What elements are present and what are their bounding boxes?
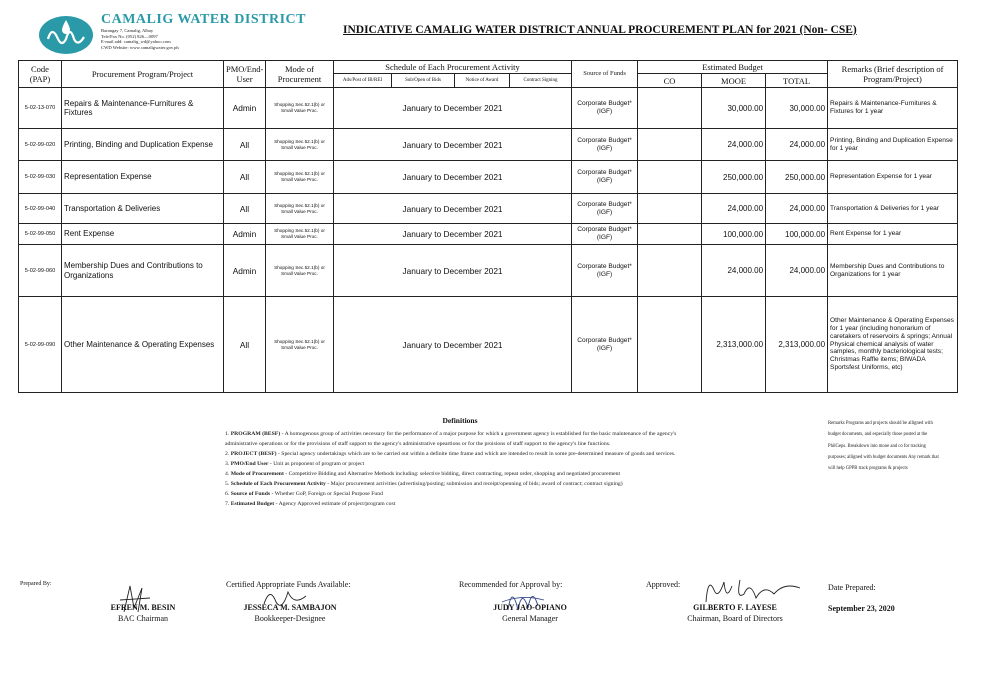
row-schedule: January to December 2021: [334, 129, 572, 161]
row-mooe: 24,000.00: [702, 245, 766, 297]
definition-item: [225, 459, 695, 469]
org-header: [101, 12, 306, 50]
document-title: INDICATIVE CAMALIG WATER DISTRICT ANNUAL PROCUREMENT PLAN for 2021 (Non- CSE): [343, 24, 857, 36]
table-row: [19, 245, 958, 297]
row-code: 5-02-99-020: [19, 129, 62, 161]
row-co: [638, 88, 702, 129]
certified-name: JESSECA M. SAMBAJON: [243, 603, 337, 612]
definition-item: [225, 499, 695, 509]
header-co: CO: [638, 74, 702, 88]
prepared-by-label: Prepared By:: [20, 581, 52, 587]
definition-item: [225, 489, 695, 499]
row-total: 30,000.00: [766, 88, 828, 129]
row-code: 5-02-99-040: [19, 194, 62, 224]
approved-label: Approved:: [646, 580, 681, 589]
row-mooe: 24,000.00: [702, 129, 766, 161]
definition-term: PROGRAM (BESF): [230, 431, 281, 437]
header-schedule: Schedule of Each Procurement Activity: [334, 61, 572, 74]
row-pmo-user: All: [224, 297, 266, 393]
row-schedule: January to December 2021: [334, 194, 572, 224]
row-code: 5-02-13-070: [19, 88, 62, 129]
table-row: [19, 194, 958, 224]
row-schedule: January to December 2021: [334, 88, 572, 129]
definitions-section: [225, 416, 695, 509]
procurement-plan-table: [18, 60, 958, 393]
row-total: 24,000.00: [766, 245, 828, 297]
row-program: Membership Dues and Contributions to Organizations: [62, 245, 224, 297]
camalig-water-district-logo: [38, 15, 94, 55]
certified-title: Bookkeeper-Designee: [254, 614, 326, 623]
row-program: Repairs & Maintenance-Furnitures & Fixtures: [62, 88, 224, 129]
row-source-of-funds: Corporate Budget*(IGF): [572, 297, 638, 393]
row-mode: Shopping Sec.52.1(b) or Small Value Proc.: [266, 88, 334, 129]
row-co: [638, 245, 702, 297]
table-row: [19, 224, 958, 245]
definition-term: PROJECT (BESF): [230, 451, 277, 457]
row-schedule: January to December 2021: [334, 224, 572, 245]
row-mode: Shopping Sec.52.1(b) or Small Value Proc.: [266, 224, 334, 245]
row-code: 5-02-99-050: [19, 224, 62, 245]
row-code: 5-02-99-090: [19, 297, 62, 393]
remarks-side-note: Remarks Programs and projects should be alligned with budget documents, and especially those posted at the PhilGeps. Breakdown into mooe and co for tracking purposes; alligned with budget documents Any remark that will help GPPB track programs & projects: [828, 421, 939, 472]
row-source-of-funds: Corporate Budget*(IGF): [572, 224, 638, 245]
row-co: [638, 161, 702, 194]
definition-term: Source of Funds: [230, 491, 271, 497]
definition-number: 3.: [225, 461, 230, 467]
definition-number: 7.: [225, 501, 230, 507]
row-co: [638, 194, 702, 224]
header-contract-signing: Contract Signing: [510, 74, 572, 88]
row-program: Rent Expense: [62, 224, 224, 245]
row-pmo-user: Admin: [224, 224, 266, 245]
org-website-line: CWD Website: www.camaligwater.gov.ph: [101, 44, 179, 50]
row-program: Printing, Binding and Duplication Expense: [62, 129, 224, 161]
header-source: Source of Funds: [572, 61, 638, 88]
header-remarks: Remarks (Brief description of Program/Project): [828, 61, 958, 88]
definition-text: - Agency Approved estimate of project/program cost: [274, 501, 396, 507]
row-mode: Shopping Sec.52.1(b) or Small Value Proc.: [266, 129, 334, 161]
definition-text: - Unit as proponent of program or project: [268, 461, 365, 467]
row-source-of-funds: Corporate Budget*(IGF): [572, 245, 638, 297]
definition-text: - Major procurement activities (advertising/posting; submission and receipt/openning of bids; award of contract; contract signing): [325, 481, 623, 487]
row-total: 24,000.00: [766, 129, 828, 161]
header-sub-open: Sub/Open of Bids: [392, 74, 455, 88]
row-code: 5-02-99-030: [19, 161, 62, 194]
definition-number: 2.: [225, 451, 230, 457]
row-schedule: January to December 2021: [334, 297, 572, 393]
row-pmo-user: Admin: [224, 88, 266, 129]
prepared-by-name: EFREN M. BESIN: [110, 603, 176, 612]
definition-term: PMO/End User: [230, 461, 269, 467]
definition-term: Schedule of Each Procurement Activity: [230, 481, 326, 487]
definition-text: - A homogenous group of activities necessary for the performance of a major purpose for which a government agency is established for the basic maintenance of the agency's administrative operations or for the provisions of staff support to the agency's administrative opeartions or for the proisions of staff support to the agency's line functions.: [225, 431, 677, 447]
row-schedule: January to December 2021: [334, 161, 572, 194]
definition-text: - Competitive Bidding and Alternative Methods including: selective bidding, direct contracting, repeat order, shopping and negotiated procurement: [283, 471, 621, 477]
definitions-title: Definitions: [442, 416, 478, 425]
table-row: [19, 297, 958, 393]
header-code: Code (PAP): [19, 61, 62, 88]
definition-number: 6.: [225, 491, 230, 497]
row-total: 250,000.00: [766, 161, 828, 194]
row-mode: Shopping Sec.52.1(b) or Small Value Proc.: [266, 194, 334, 224]
header-pmo: PMO/End-User: [224, 61, 266, 88]
org-name: CAMALIG WATER DISTRICT: [101, 12, 306, 27]
row-remarks: Printing, Binding and Duplication Expense for 1 year: [828, 129, 958, 161]
row-mode: Shopping Sec.52.1(b) or Small Value Proc.: [266, 245, 334, 297]
row-remarks: Repairs & Maintenance-Furnitures & Fixtures for 1 year: [828, 88, 958, 129]
row-remarks: Membership Dues and Contributions to Organizations for 1 year: [828, 245, 958, 297]
header-notice-award: Notice of Award: [455, 74, 510, 88]
org-phone-line: Tele/Fax No. (052) 826—0097: [101, 33, 158, 39]
table-row: [19, 161, 958, 194]
header-mooe: MOOE: [702, 74, 766, 88]
row-co: [638, 297, 702, 393]
row-remarks: Representation Expense for 1 year: [828, 161, 958, 194]
row-total: 24,000.00: [766, 194, 828, 224]
definition-number: 5.: [225, 481, 230, 487]
header-total: TOTAL: [766, 74, 828, 88]
row-co: [638, 224, 702, 245]
header-program: Procurement Program/Project: [62, 61, 224, 88]
row-mooe: 30,000.00: [702, 88, 766, 129]
header-mode: Mode of Procurement: [266, 61, 334, 88]
org-email-line: E-mail add: camalig_wd@yahoo.com: [101, 39, 171, 45]
definitions-list: [225, 429, 695, 509]
row-mooe: 100,000.00: [702, 224, 766, 245]
row-co: [638, 129, 702, 161]
row-remarks: Rent Expense for 1 year: [828, 224, 958, 245]
row-source-of-funds: Corporate Budget*(IGF): [572, 194, 638, 224]
date-prepared-label: Date Prepared:: [828, 583, 876, 592]
approved-name: GILBERTO F. LAYESE: [693, 603, 777, 612]
row-code: 5-02-99-060: [19, 245, 62, 297]
definition-term: Mode of Procurement: [230, 471, 284, 477]
row-source-of-funds: Corporate Budget*(IGF): [572, 129, 638, 161]
recommended-title: General Manager: [502, 614, 558, 623]
org-address-line: Barangay 7, Camalig, Albay: [101, 28, 154, 33]
row-mode: Shopping Sec.52.1(b) or Small Value Proc.: [266, 297, 334, 393]
definition-item: [225, 469, 695, 479]
recommended-label: Recommended for Approval by:: [459, 580, 563, 589]
header-budget: Estimated Budget: [638, 61, 828, 74]
row-mooe: 250,000.00: [702, 161, 766, 194]
row-total: 2,313,000.00: [766, 297, 828, 393]
row-mode: Shopping Sec.52.1(b) or Small Value Proc.: [266, 161, 334, 194]
table-row: [19, 129, 958, 161]
approved-title: Chairman, Board of Directors: [687, 614, 783, 623]
row-mooe: 2,313,000.00: [702, 297, 766, 393]
prepared-by-title: BAC Chairman: [118, 614, 168, 623]
definition-item: [225, 429, 695, 449]
row-pmo-user: All: [224, 194, 266, 224]
row-program: Transportation & Deliveries: [62, 194, 224, 224]
row-source-of-funds: Corporate Budget*(IGF): [572, 161, 638, 194]
row-program: Representation Expense: [62, 161, 224, 194]
definition-item: [225, 449, 695, 459]
certified-label: Certified Appropriate Funds Available:: [226, 580, 351, 589]
table-row: [19, 88, 958, 129]
row-remarks: Other Maintenance & Operating Expenses for 1 year (including honorarium of caretakers of reservoirs & springs; Annual Physical chemical analysis of water samples, monthly bacteriological tests; Christmas Raffle items; BIWADA Sportsfest Uniforms, etc): [828, 297, 958, 393]
definition-text: - Whether GoP, Foreign or Special Purpose Fund: [270, 491, 383, 497]
date-prepared-value: September 23, 2020: [828, 604, 895, 613]
row-remarks: Transportation & Deliveries for 1 year: [828, 194, 958, 224]
definition-term: Estimated Budget: [230, 501, 275, 507]
row-source-of-funds: Corporate Budget*(IGF): [572, 88, 638, 129]
definition-number: 1.: [225, 431, 230, 437]
row-program: Other Maintenance & Operating Expenses: [62, 297, 224, 393]
row-pmo-user: All: [224, 161, 266, 194]
recommended-name: JUDY JAO-OPIANO: [493, 603, 567, 612]
plan-body: [19, 88, 958, 393]
definition-number: 4.: [225, 471, 230, 477]
row-total: 100,000.00: [766, 224, 828, 245]
row-mooe: 24,000.00: [702, 194, 766, 224]
row-schedule: January to December 2021: [334, 245, 572, 297]
definition-text: - Special agency undertakings which are to be carried out within a definite time frame and which are intended to result in some pre-determined measure of goods and services.: [276, 451, 676, 457]
header-ads-post: Ads/Post of IB/REI: [334, 74, 392, 88]
definition-item: [225, 479, 695, 489]
row-pmo-user: Admin: [224, 245, 266, 297]
row-pmo-user: All: [224, 129, 266, 161]
